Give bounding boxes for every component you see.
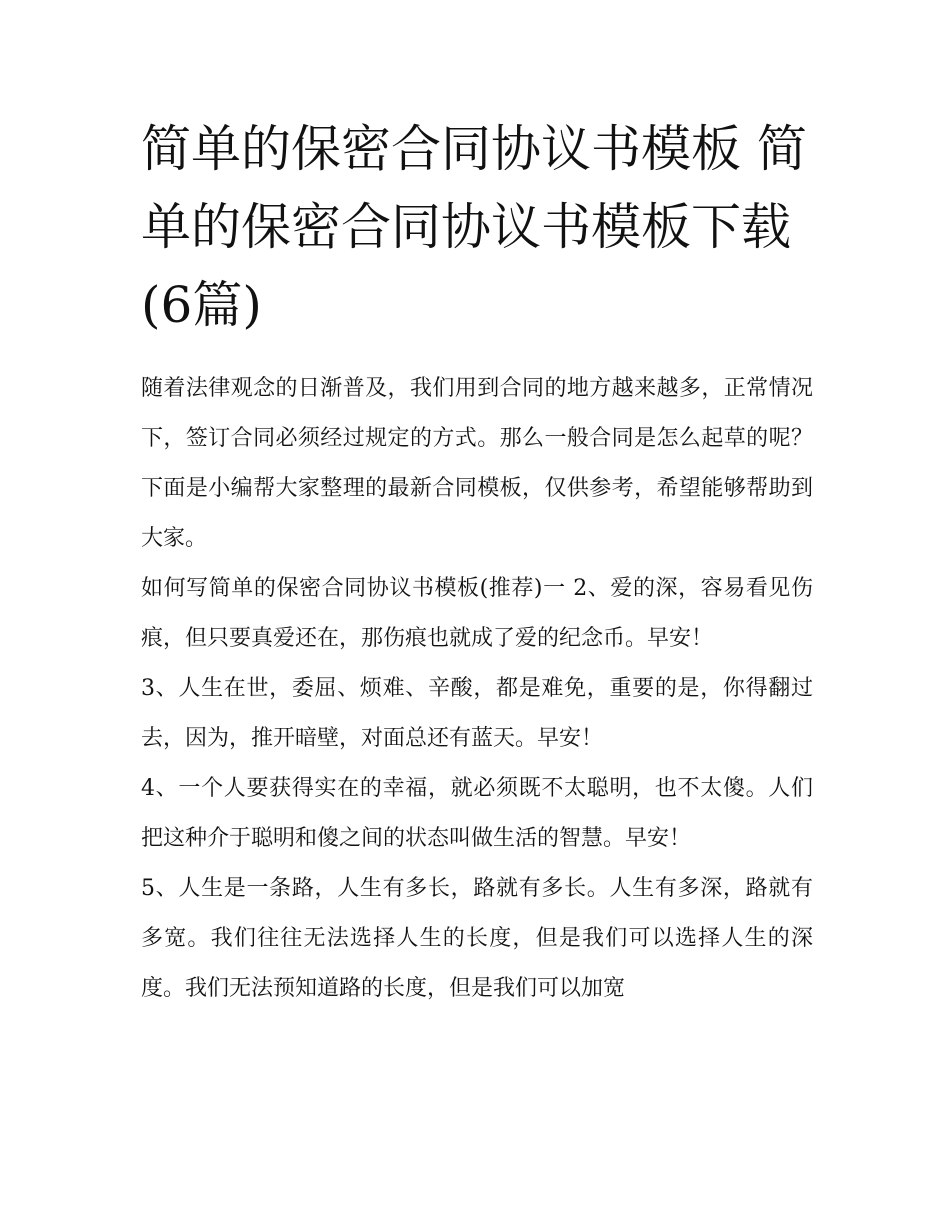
document-page: [141, 110, 813, 1014]
paragraph-5: 5、人生是一条路，人生有多长，路就有多长。人生有多深，路就有多宽。我们往往无法选择人生的长度，但是我们可以选择人生的深度。我们无法预知道路的长度，但是我们可以加宽: [141, 876, 813, 1001]
intro-paragraph: 随着法律观念的日渐普及，我们用到合同的地方越来越多，正常情况下，签订合同必须经过规定的方式。那么一般合同是怎么起草的呢？下面是小编帮大家整理的最新合同模板，仅供参考，希望能够帮助到大家。: [141, 376, 813, 551]
paragraph-2: 如何写简单的保密合同协议书模板(推荐)一 2、爱的深，容易看见伤痕，但只要真爱还在，那伤痕也就成了爱的纪念币。早安！: [141, 576, 813, 651]
document-title: 简单的保密合同协议书模板 简单的保密合同协议书模板下载(6篇): [141, 120, 807, 334]
paragraph-3: 3、人生在世，委屈、烦难、辛酸，都是难免，重要的是，你得翻过去，因为，推开暗壁，对面总还有蓝天。早安！: [141, 676, 813, 751]
paragraph-4: 4、一个人要获得实在的幸福，就必须既不太聪明，也不太傻。人们把这种介于聪明和傻之间的状态叫做生活的智慧。早安！: [141, 776, 813, 851]
